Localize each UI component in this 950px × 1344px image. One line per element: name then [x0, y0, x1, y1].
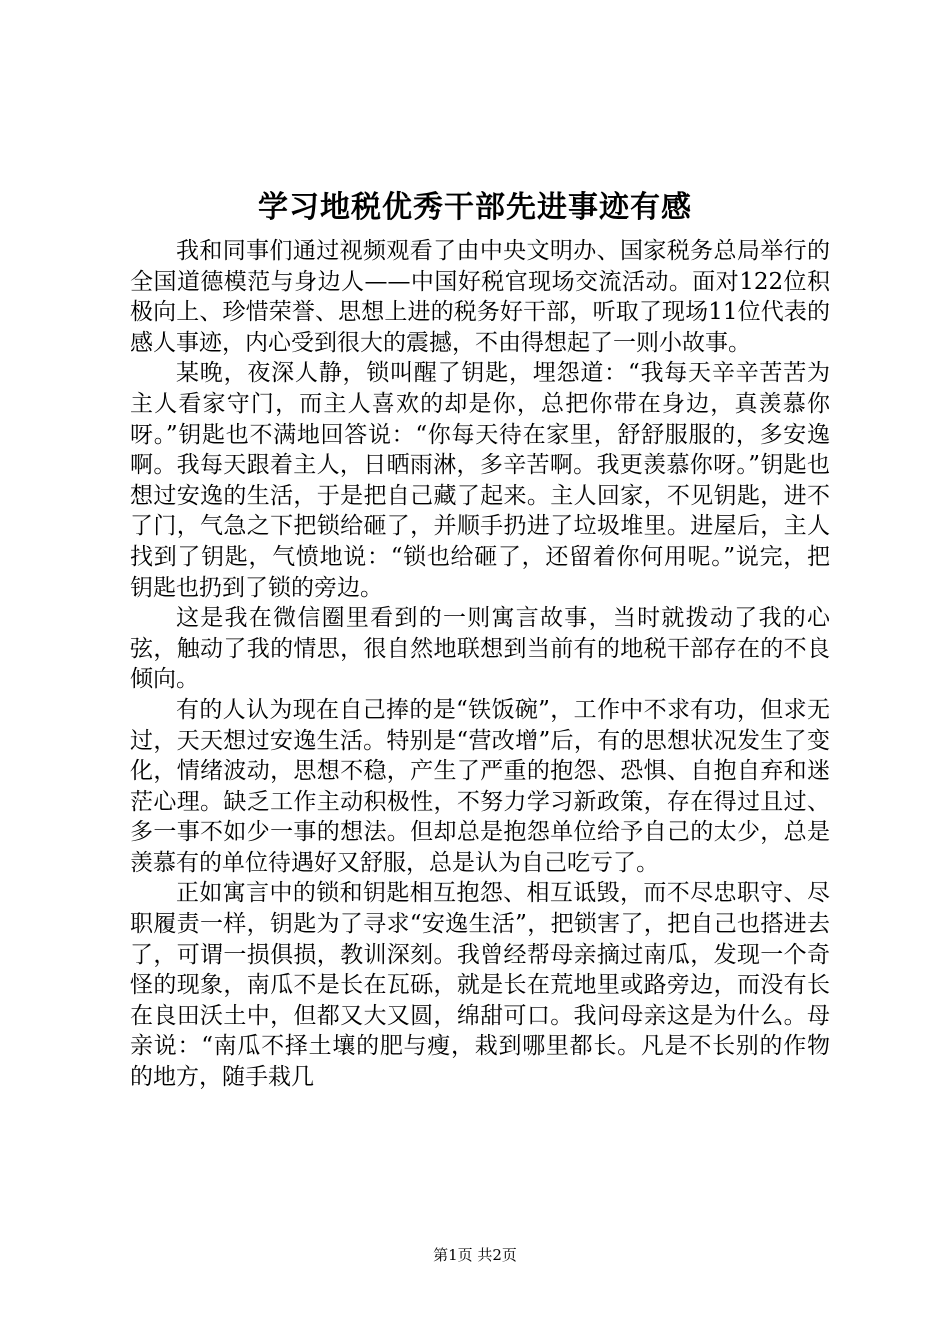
document-title: 学习地税优秀干部先进事迹有感 — [258, 190, 692, 225]
paragraph-5: 正如寓言中的锁和钥匙相互抱怨、相互诋毁，而不尽忠职守、尽职履责一样，钥匙为了寻求“安逸生活”，把锁害了，把自己也搭进去了，可谓一损俱损，教训深刻。我曾经帮母亲摘过南瓜，发现一个奇怪的现象，南瓜不是长在瓦砾，就是长在荒地里或路旁边，而没有长在良田沃土中，但都又大又圆，绵甜可口。我问母亲这是为什么。母亲说：“南瓜不择土壤的肥与瘦，栽到哪里都长。凡是不长别的作物的地方，随手栽几 — [130, 880, 830, 1091]
paragraph-1: 我和同事们通过视频观看了由中央文明办、国家税务总局举行的全国道德模范与身边人——中国好税官现场交流活动。面对122位积极向上、珍惜荣誉、思想上进的税务好干部，听取了现场11位代表的感人事迹，内心受到很大的震撼，不由得想起了一则小故事。 — [130, 238, 830, 356]
paragraph-4: 有的人认为现在自己捧的是“铁饭碗”，工作中不求有功，但求无过，天天想过安逸生活。特别是“营改增”后，有的思想状况发生了变化，情绪波动，思想不稳，产生了严重的抱怨、恐惧、自抱自弃和迷茫心理。缺乏工作主动积极性，不努力学习新政策，存在得过且过、多一事不如少一事的想法。但却总是抱怨单位给予自己的太少，总是羡慕有的单位待遇好又舒服，总是认为自己吃亏了。 — [130, 696, 830, 876]
document-body — [130, 236, 830, 1093]
paragraph-2: 某晚，夜深人静，锁叫醒了钥匙，埋怨道：“我每天辛辛苦苦为主人看家守门，而主人喜欢的却是你，总把你带在身边，真羡慕你呀。”钥匙也不满地回答说：“你每天待在家里，舒舒服服的，多安逸啊。我每天跟着主人，日晒雨淋，多辛苦啊。我更羡慕你呀。”钥匙也想过安逸的生活，于是把自己藏了起来。主人回家，不见钥匙，进不了门，气急之下把锁给砸了，并顺手扔进了垃圾堆里。进屋后，主人找到了钥匙，气愤地说：“锁也给砸了，还留着你何用呢。”说完，把钥匙也扔到了锁的旁边。 — [130, 360, 830, 601]
page-number-footer: 第1页 共2页 — [433, 1246, 517, 1264]
paragraph-3: 这是我在微信圈里看到的一则寓言故事，当时就拨动了我的心弦，触动了我的情思，很自然地联想到当前有的地税干部存在的不良倾向。 — [130, 605, 830, 693]
